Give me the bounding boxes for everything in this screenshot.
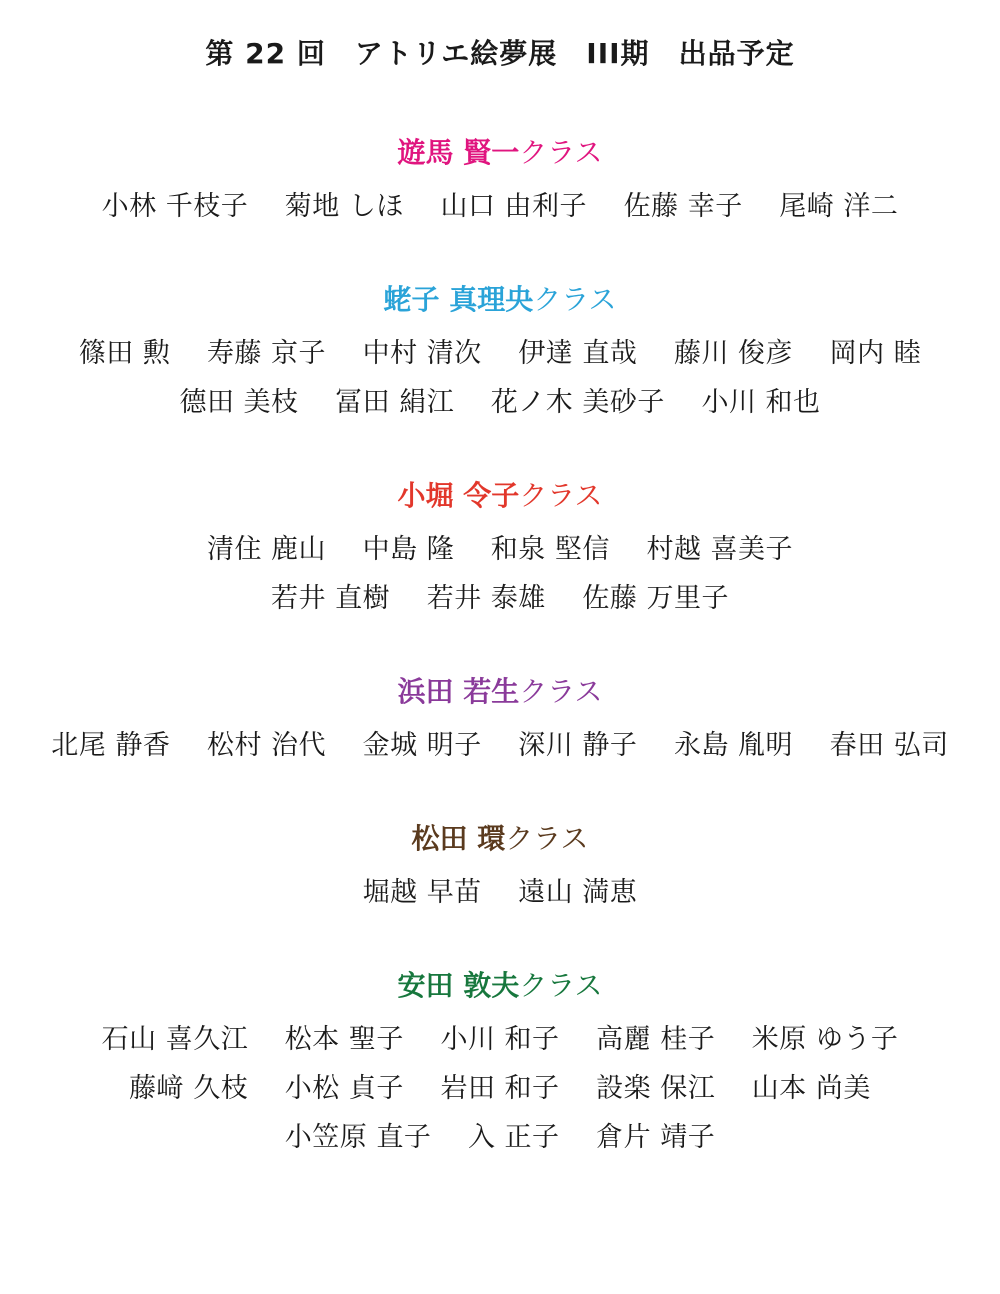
- student-list: [0, 329, 1000, 427]
- class-section-4: [0, 672, 1000, 770]
- teacher-name: 松田 環: [411, 822, 506, 855]
- class-section-5: [0, 819, 1000, 917]
- class-section-6: [0, 966, 1000, 1162]
- student-row: 篠田 勲 寿藤 京子 中村 清次 伊達 直哉 藤川 俊彦 岡内 睦: [78, 338, 922, 369]
- student-list: [0, 525, 1000, 623]
- teacher-name: 浜田 若生: [397, 675, 520, 708]
- class-heading: [0, 280, 1000, 320]
- student-row: 北尾 静香 松村 治代 金城 明子 深川 静子 永島 胤明 春田 弘司: [51, 730, 949, 761]
- student-row: 堀越 早苗 遠山 満恵: [362, 877, 638, 908]
- student-list: [0, 182, 1000, 231]
- teacher-name: 蛯子 真理央: [383, 283, 534, 316]
- student-row: 小笠原 直子 入 正子 倉片 靖子: [284, 1122, 716, 1153]
- class-section-3: [0, 476, 1000, 623]
- class-label: クラス: [519, 479, 603, 512]
- page-title: 第 22 回 アトリエ絵夢展 III期 出品予定: [205, 37, 795, 70]
- student-row: 若井 直樹 若井 泰雄 佐藤 万里子: [271, 583, 729, 614]
- class-heading: [0, 966, 1000, 1006]
- class-heading: [0, 133, 1000, 173]
- teacher-name: 安田 敦夫: [397, 969, 520, 1002]
- class-label: クラス: [519, 136, 603, 169]
- student-list: [0, 868, 1000, 917]
- student-list: [0, 1015, 1000, 1162]
- class-heading: [0, 476, 1000, 516]
- class-section-2: [0, 280, 1000, 427]
- student-row: 德田 美枝 冨田 絹江 花ノ木 美砂子 小川 和也: [179, 387, 821, 418]
- student-row: 小林 千枝子 菊地 しほ 山口 由利子 佐藤 幸子 尾崎 洋二: [101, 191, 899, 222]
- student-row: 藤﨑 久枝 小松 貞子 岩田 和子 設楽 保江 山本 尚美: [129, 1073, 871, 1104]
- student-row: 石山 喜久江 松本 聖子 小川 和子 高麗 桂子 米原 ゆう子: [101, 1024, 899, 1055]
- class-label: クラス: [519, 675, 603, 708]
- class-section-1: [0, 133, 1000, 231]
- teacher-name: 小堀 令子: [397, 479, 520, 512]
- student-row: 清住 鹿山 中島 隆 和泉 堅信 村越 喜美子: [206, 534, 794, 565]
- class-heading: [0, 819, 1000, 859]
- class-heading: [0, 672, 1000, 712]
- class-label: クラス: [533, 283, 617, 316]
- student-list: [0, 721, 1000, 770]
- class-label: クラス: [519, 969, 603, 1002]
- class-label: クラス: [505, 822, 589, 855]
- teacher-name: 遊馬 賢一: [397, 136, 520, 169]
